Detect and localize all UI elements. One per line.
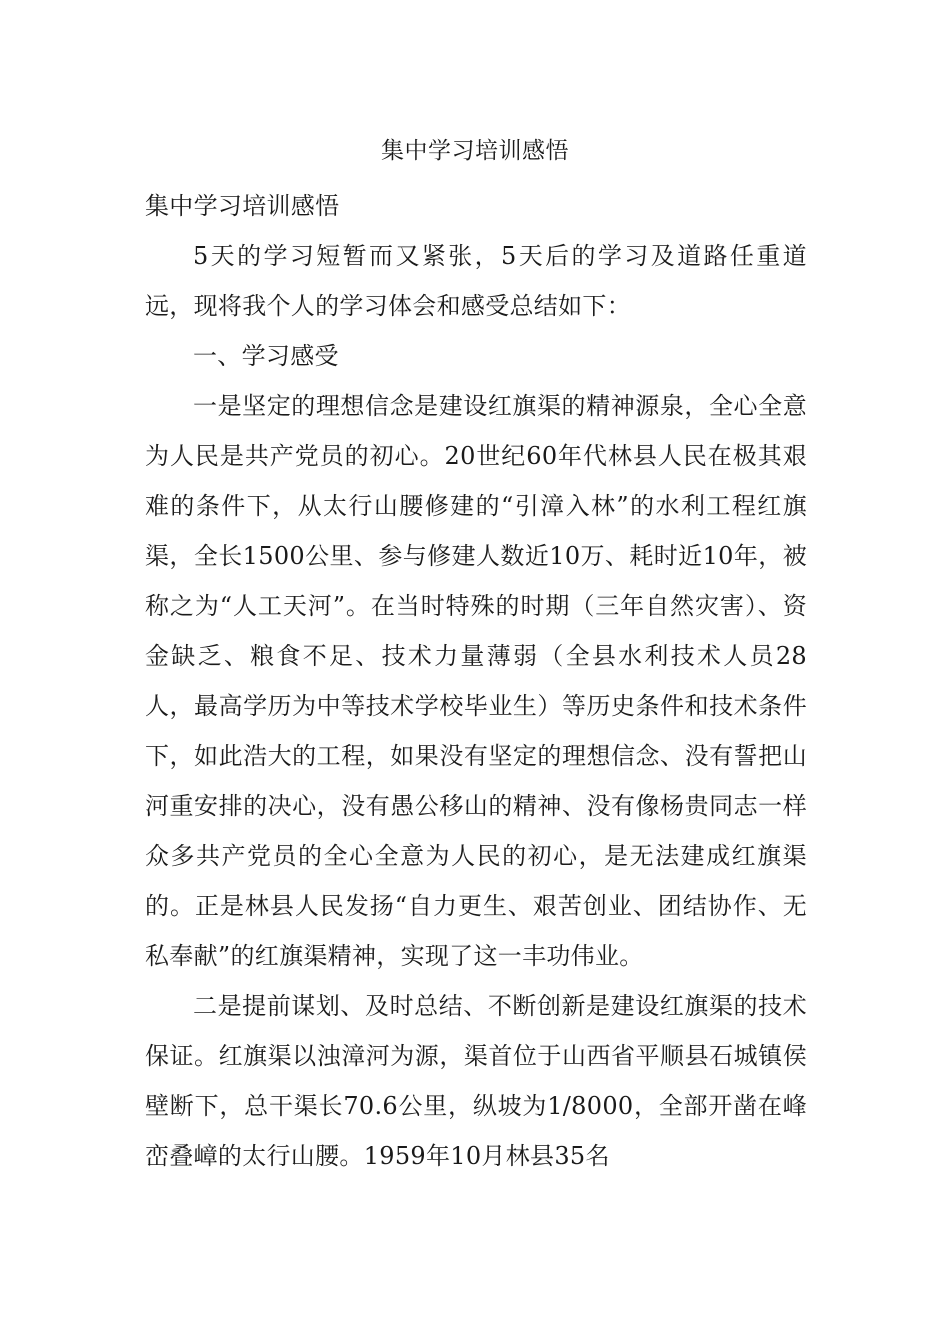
document-title: 集中学习培训感悟: [381, 138, 569, 164]
intro-paragraph: 5天的学习短暂而又紧张，5天后的学习及道路任重道远，现将我个人的学习体会和感受总结如下：: [145, 242, 807, 320]
body-paragraph: 一是坚定的理想信念是建设红旗渠的精神源泉，全心全意为人民是共产党员的初心。20世纪60年代林县人民在极其艰难的条件下，从太行山腰修建的“引漳入林”的水利工程红旗渠，全长1500公里、参与修建人数近10万、耗时近10年，被称之为“人工天河”。在当时特殊的时期（三年自然灾害）、资金缺乏、粮食不足、技术力量薄弱（全县水利技术人员28人，最高学历为中等技术学校毕业生）等历史条件和技术条件下，如此浩大的工程，如果没有坚定的理想信念、没有誓把山河重安排的决心，没有愚公移山的精神、没有像杨贵同志一样众多共产党员的全心全意为人民的初心，是无法建成红旗渠的。正是林县人民发扬“自力更生、艰苦创业、团结协作、无私奉献”的红旗渠精神，实现了这一丰功伟业。: [145, 392, 807, 970]
body-paragraph: 二是提前谋划、及时总结、不断创新是建设红旗渠的技术保证。红旗渠以浊漳河为源，渠首位于山西省平顺县石城镇侯壁断下，总干渠长70.6公里，纵坡为1/8000，全部开凿在峰峦叠嶂的太行山腰。1959年10月林县35名: [145, 992, 807, 1170]
subsection-heading: 一、学习感受: [193, 342, 339, 370]
document-body: [145, 181, 807, 1181]
section-heading: 集中学习培训感悟: [145, 192, 340, 220]
